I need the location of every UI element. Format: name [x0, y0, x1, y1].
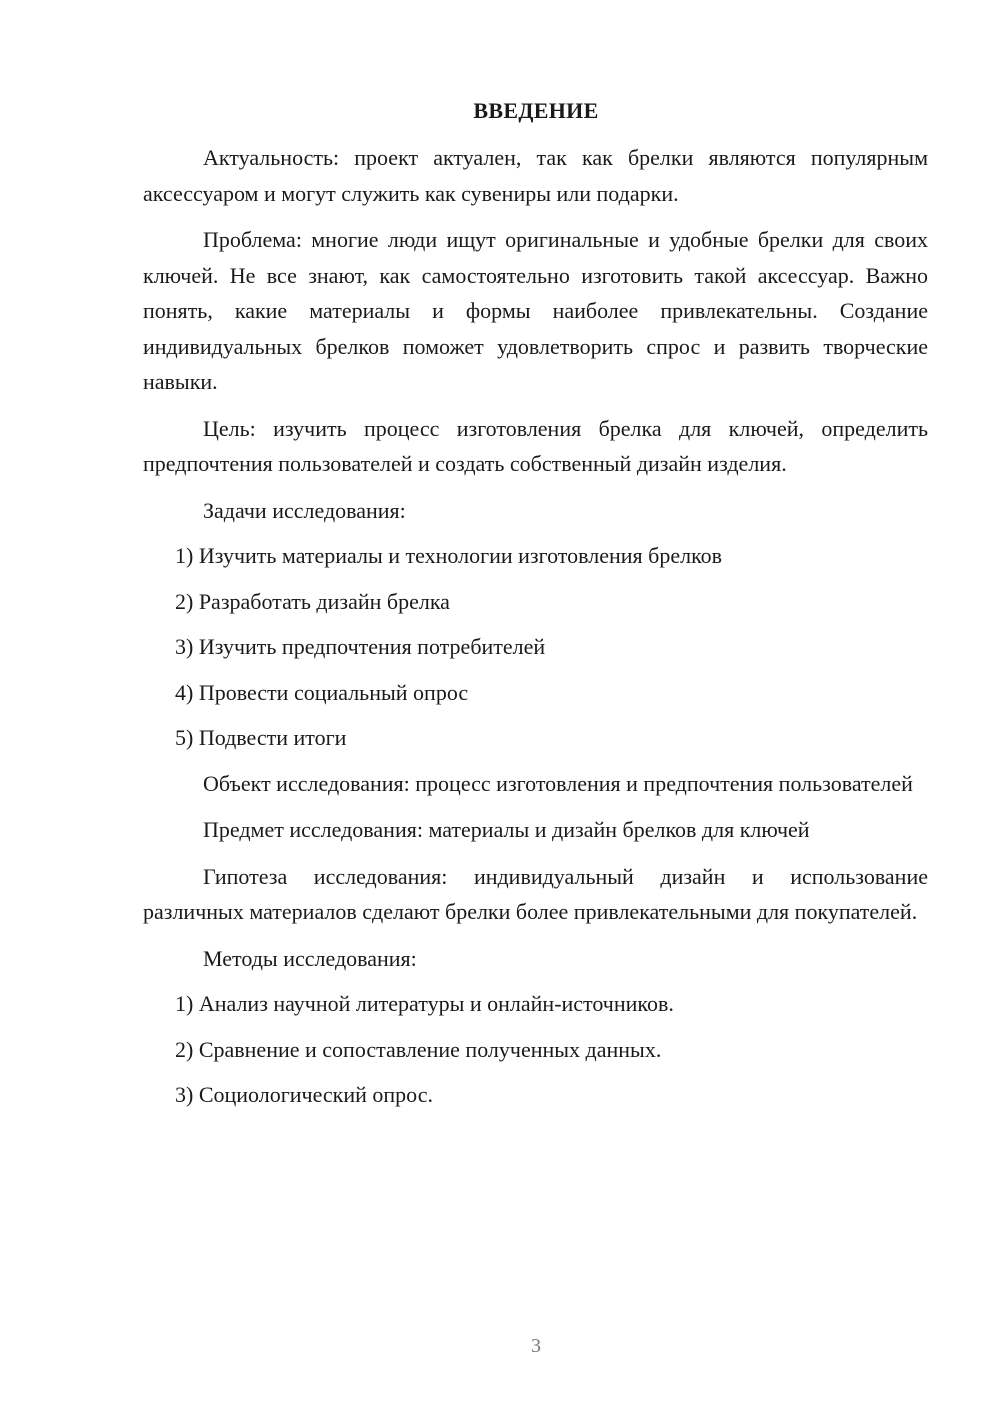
body-text: [143, 140, 928, 1123]
paragraph-object: Объект исследования: процесс изготовления и предпочтения пользователей: [203, 770, 913, 796]
paragraph-goal: Цель: изучить процесс изготовления брелка для ключей, определить предпочтения пользователей и создать собственный дизайн изделия.: [143, 415, 928, 476]
paragraph-hypothesis: Гипотеза исследования: индивидуальный дизайн и использование различных материалов сделают брелки более привлекательными для покупателей.: [143, 863, 928, 924]
list-item: 1) Изучить материалы и технологии изготовления брелков: [175, 543, 723, 568]
list-item: 2) Сравнение и сопоставление полученных данных.: [175, 1036, 662, 1062]
paragraph-relevance: Актуальность: проект актуален, так как брелки являются популярным аксессуаром и могут служить как сувениры или подарки.: [143, 145, 928, 206]
paragraph-problem: Проблема: многие люди ищут оригинальные и удобные брелки для своих ключей. Не все знают, как самостоятельно изготовить такой аксессуар. Важно понять, какие материалы и формы наиболее привлекательны. Создание индивидуальных брелков поможет удовлетворить спрос и развить творческие навыки.: [143, 227, 928, 394]
list-item: 4) Провести социальный опрос: [175, 679, 469, 705]
tasks-label: Задачи исследования:: [203, 497, 406, 523]
list-item: 3) Социологический опрос.: [175, 1082, 433, 1107]
paragraph-subject: Предмет исследования: материалы и дизайн брелков для ключей: [203, 817, 810, 842]
tasks-section: [143, 493, 928, 756]
page-number: 3: [531, 1335, 541, 1357]
page-title: ВВЕДЕНИЕ: [473, 98, 599, 123]
list-item: 5) Подвести итоги: [175, 725, 347, 750]
list-item: 2) Разработать дизайн брелка: [175, 588, 450, 614]
list-item: 3) Изучить предпочтения потребителей: [175, 634, 546, 659]
methods-section: [143, 941, 928, 1113]
list-item: 1) Анализ научной литературы и онлайн-источников.: [175, 991, 674, 1016]
methods-label: Методы исследования:: [203, 945, 417, 971]
